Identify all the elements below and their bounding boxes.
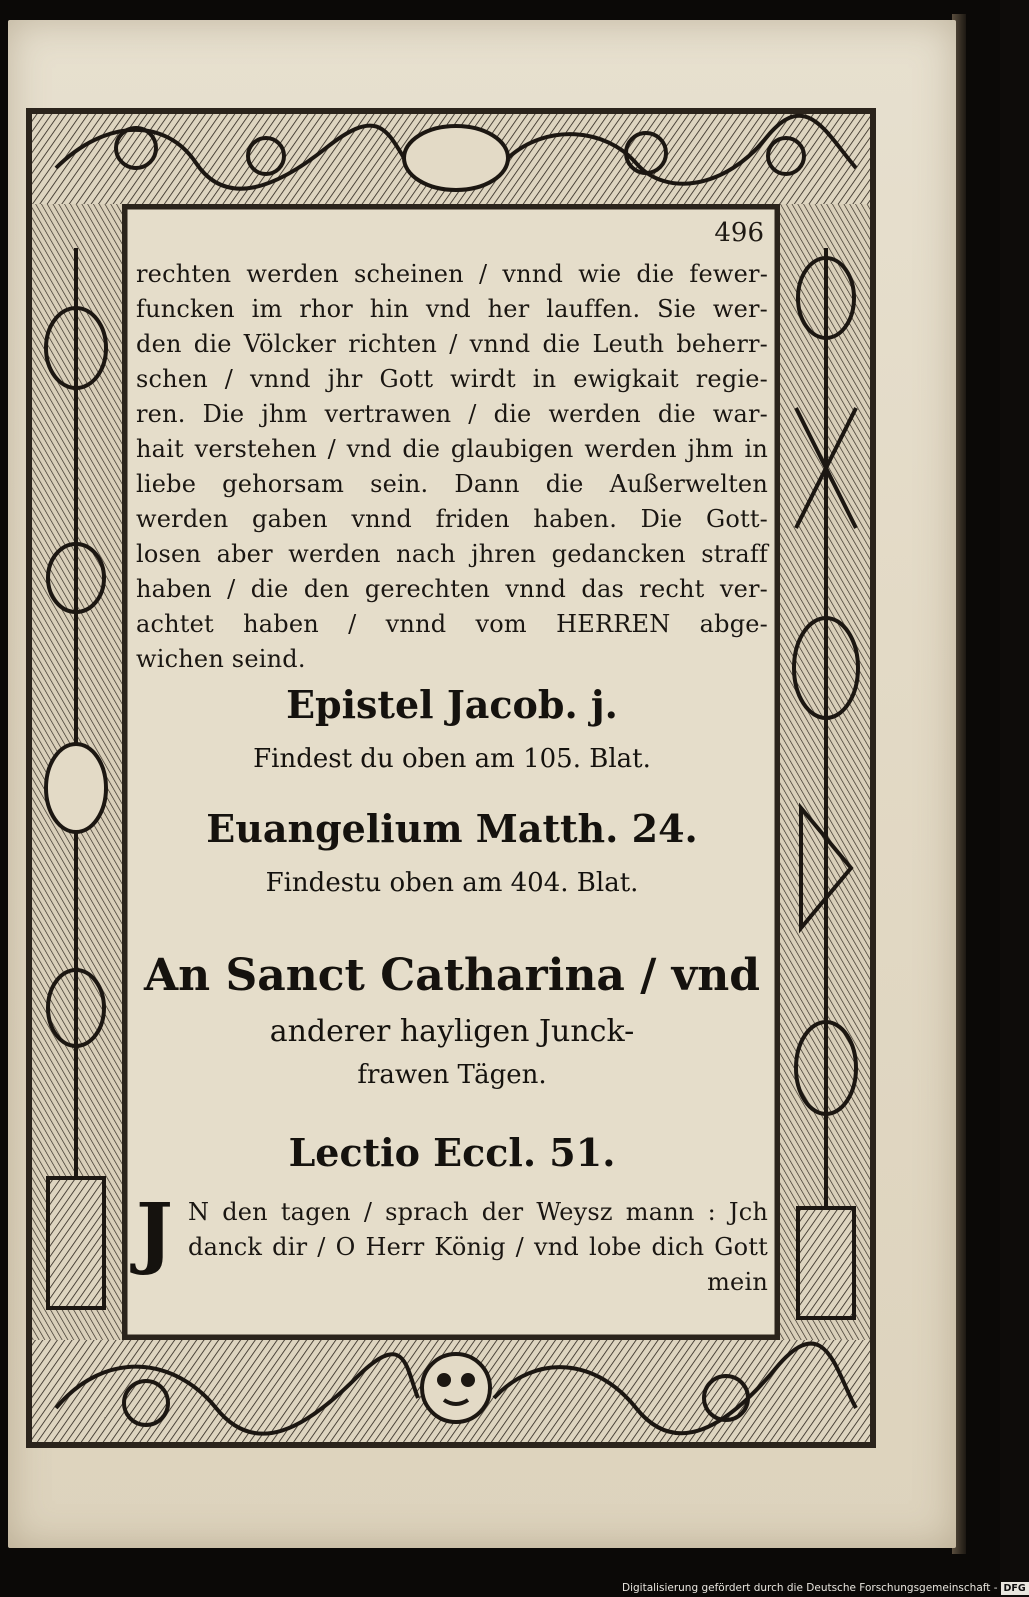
- gospel-heading: Euangelium Matth. 24.: [206, 806, 698, 851]
- paragraph-line: haben / die den gerechten vnnd das recht ver-: [136, 575, 768, 603]
- paragraph-line: wichen seind.: [136, 645, 306, 673]
- book-page: [8, 20, 956, 1548]
- feast-title-line: frawen Tägen.: [357, 1060, 547, 1090]
- lection-line: danck dir / O Herr König / vnd lobe dich Gott: [188, 1233, 768, 1261]
- catchword: mein: [707, 1268, 768, 1296]
- paragraph-line: rechten werden scheinen / vnnd wie die fewer-: [136, 260, 768, 288]
- gospel-reference: Findestu oben am 404. Blat.: [265, 868, 639, 898]
- paragraph-line: hait verstehen / vnd die glaubigen werden jhm in: [136, 435, 768, 463]
- feast-title-line: An Sanct Catharina / vnd: [144, 950, 760, 1001]
- paragraph-line: ren. Die jhm vertrawen / die werden die war-: [136, 400, 768, 428]
- text-block: [136, 220, 768, 1320]
- dfg-logo: DFG: [1001, 1582, 1029, 1595]
- lection-line: N den tagen / sprach der Weysz mann : Jch: [188, 1198, 768, 1226]
- drop-capital: J: [136, 1187, 173, 1278]
- paragraph-line: den die Völcker richten / vnnd die Leuth beherr-: [136, 330, 768, 358]
- folio-number: 496: [714, 218, 764, 248]
- paragraph-line: liebe gehorsam sein. Dann die Außerwelten: [136, 470, 768, 498]
- epistle-heading: Epistel Jacob. j.: [286, 682, 618, 727]
- paragraph-line: achtet haben / vnnd vom HERREN abge-: [136, 610, 768, 638]
- paragraph-line: losen aber werden nach jhren gedancken straff: [136, 540, 768, 568]
- digitization-credit: [622, 1580, 1026, 1597]
- lection-heading: Lectio Eccl. 51.: [288, 1130, 616, 1175]
- paragraph-line: schen / vnnd jhr Gott wirdt in ewigkait regie-: [136, 365, 768, 393]
- paragraph-line: werden gaben vnnd friden haben. Die Gott-: [136, 505, 768, 533]
- paragraph-line: funcken im rhor hin vnd her lauffen. Sie wer-: [136, 295, 768, 323]
- credit-text: Digitalisierung gefördert durch die Deutsche Forschungsgemeinschaft -: [622, 1582, 998, 1594]
- feast-title-line: anderer hayligen Junck-: [269, 1014, 635, 1049]
- epistle-reference: Findest du oben am 105. Blat.: [253, 744, 651, 774]
